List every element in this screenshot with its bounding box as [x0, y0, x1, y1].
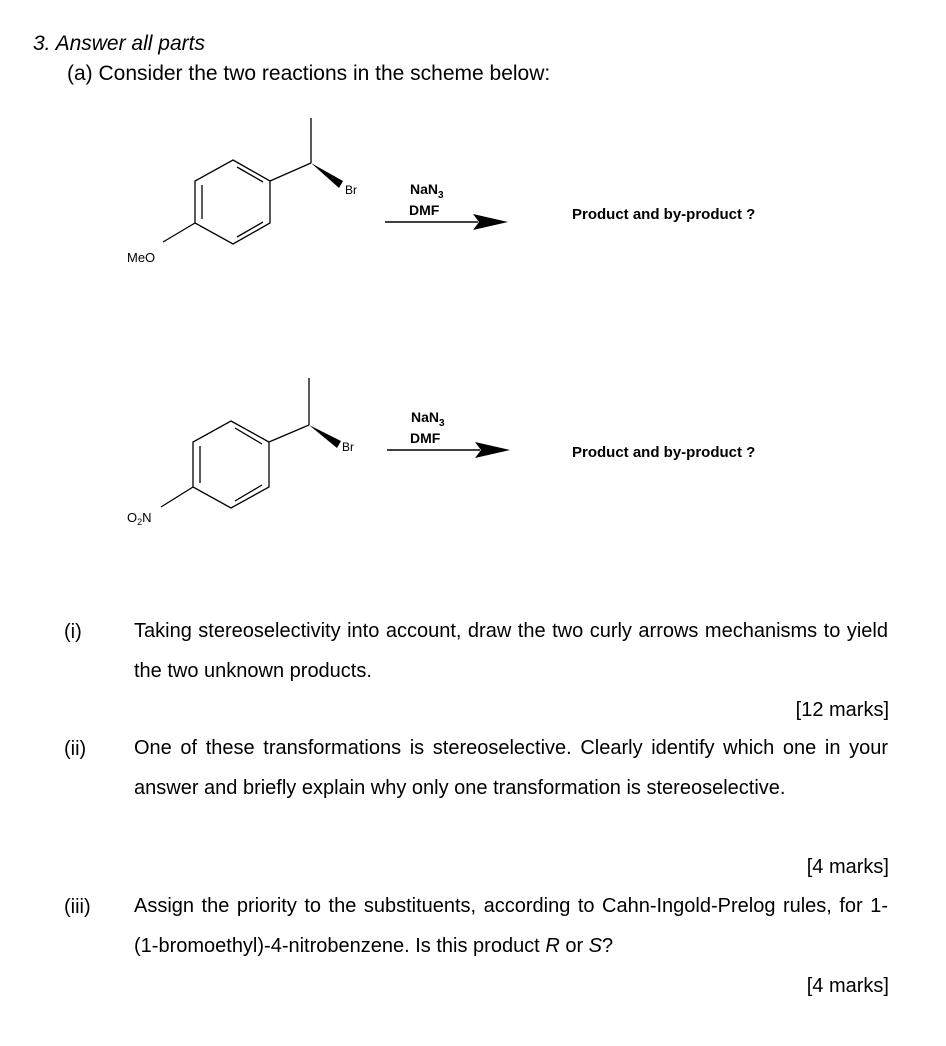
part-i-number: (i) [64, 621, 82, 643]
br-label-1: Br [345, 183, 357, 197]
part-ii-marks: [4 marks] [806, 856, 889, 878]
benzene-ring-1 [195, 160, 270, 244]
reagent-dmf-1: DMF [409, 202, 440, 218]
part-iii-text: Assign the priority to the substituents, according to Cahn-Ingold-Prelog rules, for 1-(1-bromoethyl)-4-nitrobenzene. Is this product R or S? [134, 895, 888, 957]
part-ii-text: One of these transformations is stereoselective. Clearly identify which one in your answer and briefly explain why only one transformation is stereoselective. [134, 737, 888, 799]
reaction-2 [127, 378, 755, 527]
reagent-nan3-1: NaN$_3$ [410, 181, 444, 201]
bond-ring-to-chiral-2 [269, 425, 309, 442]
meo-label: MeO [127, 250, 156, 265]
part-ii-number: (ii) [64, 738, 87, 760]
question-heading: 3. Answer all parts [33, 32, 205, 55]
bond-ring-to-chiral-1 [270, 163, 311, 181]
bond-ring-to-no2 [161, 487, 193, 507]
product-label-1: Product and by-product ? [572, 206, 756, 223]
part-iii-number: (iii) [64, 896, 91, 918]
benzene-ring-2 [193, 421, 269, 508]
reagent-nan3-2: NaN$_3$ [411, 409, 445, 429]
wedge-bond-1 [311, 163, 343, 188]
part-i-marks: [12 marks] [795, 699, 889, 721]
part-iii-marks: [4 marks] [806, 975, 889, 997]
br-label-2: Br [342, 440, 354, 454]
bond-ring-to-meo [163, 223, 195, 242]
reagent-dmf-2: DMF [410, 430, 441, 446]
arrowhead-2 [475, 442, 510, 458]
arrowhead-1 [473, 214, 508, 230]
wedge-bond-2 [309, 425, 341, 448]
reaction-1 [127, 118, 755, 265]
no2-label: $O_2N$ [127, 510, 152, 527]
product-label-2: Product and by-product ? [572, 444, 756, 461]
part-i-text: Taking stereoselectivity into account, draw the two curly arrows mechanisms to yield the two unknown products. [134, 620, 888, 682]
part-a-intro: (a) Consider the two reactions in the scheme below: [67, 62, 551, 85]
